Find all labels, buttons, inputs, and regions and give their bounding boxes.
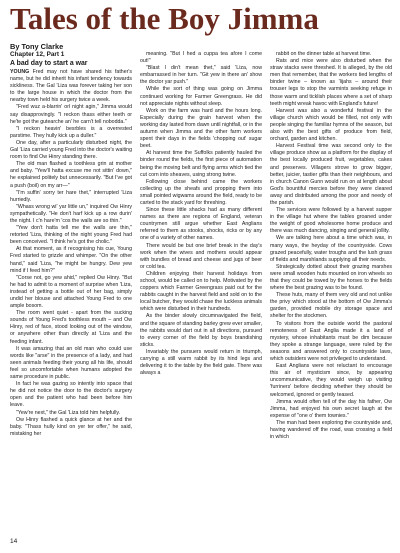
paragraph (140, 243, 262, 271)
paragraph (140, 65, 262, 86)
paragraph (140, 271, 262, 314)
paragraph-text: It was amazing that an old man who could use words like "arse" in the presence of a lady, and had seen animals feeding their young all his life, should feel so uncomfortable when humans adopted the same procedure in public. (10, 345, 132, 381)
paragraph-text: Strategically dotted about their grazing marshes were small wooden huts mounted on iron wheels so that they could be towed by the horses to the fields where the best grazing was to be found. (270, 263, 392, 292)
chapter-heading: Chapter 12, Part 1 (10, 51, 65, 58)
paragraph-text: The man had been exploring the countryside and, having wandered off the road, was crossing a field in which (270, 419, 392, 441)
paragraph-text: Rats and mice were also disturbed when the straw stacks were threshed. It is alleged, by the old men that remember, that the workers tied lengths of binder twine – known as 'lijahs – around their trouser legs to stop the varmints seeking refuge in those warm and ticklish places where a set of sharp teeth might wreak havoc with England's future! (270, 58, 392, 107)
paragraph (270, 399, 392, 420)
paragraph (140, 51, 262, 65)
paragraph-text: Children enjoying their harvest holidays from school, would be called on to help. Motivated by the coppers which Farmer Greengrass paid out for the rabbits caught in the harvest field and sold on to the local butcher, they would chase the luckless animals which were disturbed in their hundreds. (140, 270, 262, 313)
paragraph (270, 321, 392, 364)
subheading: A bad day to start a war (10, 60, 88, 67)
paragraph (10, 126, 132, 140)
paragraph (10, 275, 132, 310)
column-2 (140, 51, 262, 540)
paragraph-text: While the sort of thing was going on Jimma continued working for Farmer Greengrass. He did not appreciate nights without sleep. (140, 86, 262, 107)
paragraph (140, 179, 262, 207)
paragraph (10, 69, 132, 104)
paragraph (270, 51, 392, 58)
paragraph-text: rabbit on the dinner table at harvest time. (276, 51, 372, 57)
paragraph-text: Since these little shacks had as many different names as there are regions of England, veteran countrymen still argue whether East Anglians referred to them as stooks, shocks, ricks or by any one of a variety of other names. (140, 207, 262, 242)
paragraph-text: meaning. "But I hed a cuppa tea afore I come out!" (140, 51, 262, 65)
paragraph (10, 310, 132, 345)
paragraph (270, 58, 392, 108)
paragraph (10, 246, 132, 274)
paragraph (10, 204, 132, 225)
paragraph-text: At harvest time the Suffolks patiently hauled the binder round the fields, the first piece of automation being the moving belt and flying arms which tied the cut corn into sheaves, using strong twine. (140, 150, 262, 178)
paragraph-text: Ow Hinry flashed a quick glance at her and the baby. "Thass hully kind on yer ter offer," he said, mistaking her (10, 416, 132, 437)
paragraph (270, 420, 392, 441)
paragraph (140, 86, 262, 107)
paragraph-text: "Blast I din't mean thet," said 'Liza, now embarrassed in her turn. "Git yew in there an' show the doctor yar push." (140, 65, 262, 86)
paragraph-text: The old man flashed a toothless grin at mother and baby. "Yew'll hatta excuse me not sittin' down," he explained politely but unnecessarily. "But I've got a push (boil) on my arr—" (10, 161, 132, 189)
paragraph-text: The room went quiet - apart from the sucking sounds of Young Fred's toothless mouth – and Ow Hinry, red of face, stood looking out of the window, or anywhere other than directly at 'Liza and the feeding infant. (10, 310, 132, 345)
paragraph-text: "Yew don't hatta tell me the walls are thin," retorted 'Liza, thinking of the night young Fred had been conceived. "I think he's got the cholic." (10, 225, 132, 246)
paragraph-text: Harvest was also a wonderful festival in the village church which would be filled, not only with people singing the familiar hymns of the season, but also with the best gifts of produce from field, orchard, garden and kitchen. (270, 107, 392, 143)
paragraph-text: Following close behind came the workers collecting up the sheafs and propping them into small pointed wigwams around the field, ready to be carted to the stack yard for threshing. (140, 178, 262, 206)
paragraph (270, 363, 392, 398)
lead-word: YOUNG (10, 69, 30, 75)
column-1 (10, 51, 132, 540)
paragraph-text: As the binder slowly circumnavigated the field, and the square of standing barley grew ever smaller, the rabbits would dart out in all directions, pursued to every corner of the field by boys brandishing sticks. (140, 313, 262, 348)
paragraph (140, 150, 262, 178)
paragraph (140, 349, 262, 377)
byline: By Tony Clarke (10, 42, 64, 51)
paragraph (270, 143, 392, 207)
paragraph-text: At that moment, as if recognising his cue, Young Fred started to grizzle and whimper. "On the other hand," said 'Liza, "he might be hungry. Dew yew mind if I feed him?" (10, 246, 132, 274)
paragraph (140, 313, 262, 348)
paragraph (10, 190, 132, 204)
paragraph-text: The services were followed by a harvest supper in the village hut where the tables groaned under the weight of good wholesome home produce and there was much dancing, singing and general jollity. (270, 207, 392, 235)
paragraph (10, 346, 132, 381)
article-title: Tales of the Boy Jimma (10, 1, 319, 36)
paragraph-text: Jimma would often tell of the day his father, Ow Jimma, had enjoyed his own secret laugh at the expense of "one o' them townies." (270, 398, 392, 419)
paragraph-text: Harvest Festival time was second only to the village produce show as a platform for the display of the best locally produced fruit, vegetables, cakes and preserves. Villagers strove to grow bigger, better, juicier, tastier gifts than their neighbours, and in church Canon Gunn would run on at length about God's bountiful mercies before they were cleared away and distributed among the poor and needy of the parish. (270, 143, 392, 206)
paragraph-text: Fred may not have shared his father's name, but he did inherit his infant tendency towards sickliness. The Gal 'Liza was forever taking her son to the large house in which the doctor from the nearby town held his surgery twice a week. (10, 69, 132, 104)
paragraph-text: "Whass wrong wi' yar little un," inquired Ow Hinry sympathetically. "He don't harf kick up a row durin' the night. I c'n hare'm 'cos the walls are so thin." (10, 203, 132, 224)
paragraph-text: "Corse not, go yew ahid," replied Ow Hinry. "But he had to admit to a moment of surprise when 'Liza, instead of getting a bottle out of her bag, simply undid her blouse and attached Young Fred to one ample bosom. (10, 274, 132, 310)
column-3 (270, 51, 392, 540)
paragraph-text: "Fred wuz a-blarrin' orl night agin," Jimma would say disapprovingly. "I reckon thass either teeth or he'te got the gutearche an' he carn't tell nobodda." (10, 104, 132, 125)
paragraph (270, 292, 392, 320)
paragraph-text: These huts, many of them very old and not unlike the privy which stood at the bottom of Ow Jimma's garden, provided mobile dry storage space and shelter for the stockmen. (270, 292, 392, 320)
paragraph (270, 207, 392, 235)
paragraph-text: Invariably the pursuers would return in triumph, carrying a still warm rabbit by its hind legs and delivering it to the table by the field gate. There was always a (140, 348, 262, 377)
paragraph-text: There would be but one brief break in the day's work when the wives and mothers would appear with bundles of bread and cheese and jugs of beer or cold tea. (140, 242, 262, 270)
paragraph (140, 207, 262, 242)
paragraph-text: "Yew're next," the Gal 'Liza told him helpfully. (16, 409, 121, 416)
paragraph-text: One day, after a particularly disturbed night, the Gal 'Liza carried young Fred into the doctor's waiting room to find Ow Hinry standing there. (10, 139, 132, 161)
paragraph-text: "I reckon heavin' besrbles is a overrested parstime. They hully kick up a duller." (10, 125, 132, 139)
paragraph (10, 417, 132, 438)
paragraph (10, 410, 132, 417)
paragraph (270, 264, 392, 292)
paragraph (270, 235, 392, 263)
paragraph-text: "I'm suffin' sorry ter hare thet," interrupted 'Liza hurriedly. (10, 189, 132, 203)
paragraph-text: Work on the farm was hard and the hours long. Especially during the grain harvest when the working day lasted from dawn until nightfall, or in the autumn when Jimma and the other farm workers spent their days in the fields 'chopping out' sugar beet. (140, 107, 262, 150)
paragraph (10, 381, 132, 409)
article-columns (10, 51, 394, 540)
paragraph-text: To visitors from the outside world the pastoral remoteness of East Anglia made it a land of mystery, whose inhabitants must be dim because they spoke a strange language, were ruled by the seasons and answered only to countryside laws, which outsiders were not privileged to understand. (270, 320, 392, 363)
paragraph (10, 104, 132, 125)
paragraph (270, 108, 392, 143)
paragraph-text: East Anglians were not reluctant to encourage this air of mysticism since, by appearing uncommunicative, they would weigh up visiting 'furriners' before deciding whether they should be welcomed, ignored or gently teased. (270, 363, 392, 398)
paragraph (10, 140, 132, 161)
paragraph (10, 161, 132, 189)
paragraph (140, 108, 262, 151)
paragraph-text: We are talking here about a time which was, in many ways, the heyday of the countryside. Cows grazed peacefully, water troughs and the lush grass of fields and marshlands supplying all their needs. (270, 235, 392, 263)
paragraph-text: In fact he was gazing so intently into space that he did not notice the door to the doctor's surgery open and the patient who had been before him leave. (10, 381, 132, 409)
page-number: 14 (10, 538, 18, 545)
paragraph (10, 225, 132, 246)
